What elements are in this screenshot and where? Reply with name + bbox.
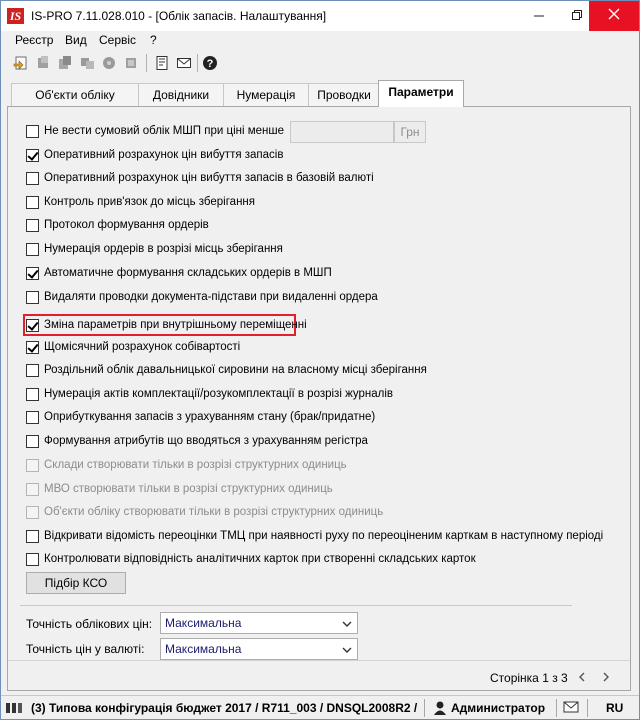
- min-price-input: [290, 121, 394, 143]
- menu-service[interactable]: Сервіс: [99, 33, 137, 47]
- currency-accuracy-value: Максимальна: [165, 642, 242, 656]
- currency-unit: Грн: [394, 121, 426, 143]
- accuracy-label: Точність облікових цін:: [26, 617, 153, 631]
- option-row[interactable]: [26, 409, 375, 425]
- status-separator: [424, 699, 425, 717]
- currency-accuracy-label: Точність цін у валюті:: [26, 642, 145, 656]
- option-row: [26, 457, 347, 473]
- pager-divider: [8, 660, 630, 661]
- chevron-down-icon[interactable]: [340, 617, 354, 631]
- option-row[interactable]: [26, 362, 427, 378]
- toolbar-separator: [146, 54, 147, 72]
- status-bar: [1, 695, 639, 719]
- option-row[interactable]: [26, 217, 209, 233]
- option-row[interactable]: [26, 170, 374, 186]
- menu-bar: [1, 31, 639, 49]
- option-label: Видаляти проводки документа-підстави при видаленні ордера: [44, 291, 378, 303]
- page-indicator: Сторінка 1 з 3: [490, 671, 568, 685]
- calculator-icon[interactable]: [152, 53, 172, 73]
- option-label: Відкривати відомість переоцінки ТМЦ при наявності руху по переоціненим карткам в наступному періоді: [44, 530, 604, 542]
- option-row[interactable]: [26, 194, 255, 210]
- title-bar: [1, 1, 639, 31]
- option-row[interactable]: [26, 386, 393, 402]
- option-row[interactable]: [26, 528, 603, 544]
- option-checkbox[interactable]: [26, 388, 39, 401]
- user-icon: [433, 700, 447, 719]
- option-row[interactable]: [26, 147, 283, 163]
- currency-accuracy-select[interactable]: [160, 638, 358, 660]
- divider: [20, 605, 572, 606]
- option-row: [26, 481, 333, 497]
- option-checkbox[interactable]: [26, 125, 39, 138]
- option-checkbox[interactable]: [26, 219, 39, 232]
- option-label: Нумерація актів комплектації/розукомплектації в розрізі журналів: [44, 388, 394, 400]
- accuracy-value: Максимальна: [165, 616, 242, 630]
- bookmark-icon[interactable]: [33, 53, 53, 73]
- toolbar-separator: [197, 54, 198, 72]
- status-config: (3) Типова конфігурація бюджет 2017 / R711_003 / DNSQL2008R2 /: [31, 701, 418, 715]
- option-label: Щомісячний розрахунок собівартості: [44, 341, 241, 353]
- option-row[interactable]: [26, 433, 368, 449]
- menu-help[interactable]: ?: [150, 33, 157, 47]
- tab-strip: [7, 79, 631, 107]
- tab-numbering[interactable]: Нумерація: [223, 83, 309, 107]
- option-checkbox[interactable]: [26, 411, 39, 424]
- option-checkbox: [26, 483, 39, 496]
- option-label: Контролювати відповідність аналітичних карток при створенні складських карток: [44, 553, 476, 565]
- option-row[interactable]: [26, 551, 476, 567]
- next-page-icon[interactable]: [600, 670, 612, 684]
- tab-accounting-objects[interactable]: Об'єкти обліку: [11, 83, 139, 107]
- option-label: Не вести сумовий облік МШП при ціні менше: [44, 125, 285, 137]
- tag-icon[interactable]: [99, 53, 119, 73]
- option-checkbox: [26, 459, 39, 472]
- menu-view[interactable]: Вид: [65, 33, 87, 47]
- chevron-down-icon[interactable]: [340, 643, 354, 657]
- window-title: IS-PRO 7.11.028.010 - [Облік запасів. Налаштування]: [31, 9, 327, 23]
- prev-page-icon[interactable]: [576, 670, 588, 684]
- option-checkbox[interactable]: [26, 196, 39, 209]
- menu-registry[interactable]: Реєстр: [15, 33, 54, 47]
- status-separator: [556, 699, 557, 717]
- tab-postings[interactable]: Проводки: [308, 83, 380, 107]
- option-label: Протокол формування ордерів: [44, 219, 209, 231]
- option-label: Формування атрибутів що вводяться з урахуванням регістра: [44, 435, 368, 447]
- option-row[interactable]: [26, 289, 378, 305]
- status-language: RU: [606, 701, 624, 715]
- option-checkbox[interactable]: [26, 341, 39, 354]
- option-row[interactable]: [26, 339, 240, 355]
- mail-icon[interactable]: [563, 700, 579, 714]
- option-label: МВО створювати тільки в розрізі структурних одиниць: [44, 483, 333, 495]
- option-label: Оперативний розрахунок цін вибуття запасів в базовій валюті: [44, 172, 374, 184]
- option-checkbox: [26, 506, 39, 519]
- option-row[interactable]: [26, 265, 332, 281]
- tab-parameters[interactable]: Параметри: [378, 80, 464, 107]
- option-checkbox[interactable]: [26, 364, 39, 377]
- option-checkbox[interactable]: [26, 267, 39, 280]
- close-icon: [608, 8, 620, 20]
- option-label: Зміна параметрів при внутрішньому переміщенні: [44, 319, 307, 331]
- settings-icon[interactable]: [121, 53, 141, 73]
- parameters-panel: [7, 106, 631, 691]
- tab-directories[interactable]: Довідники: [138, 83, 224, 107]
- option-checkbox[interactable]: [26, 553, 39, 566]
- option-checkbox[interactable]: [26, 243, 39, 256]
- option-checkbox[interactable]: [26, 149, 39, 162]
- app-logo-icon: IS: [7, 8, 24, 24]
- toolbar: [1, 50, 639, 76]
- option-label: Склади створювати тільки в розрізі структурних одиниць: [44, 459, 347, 471]
- option-row: [26, 504, 383, 520]
- option-label: Автоматичне формування складських ордерів в МШП: [44, 267, 332, 279]
- option-label: Об'єкти обліку створювати тільки в розрізі структурних одиниць: [44, 506, 384, 518]
- option-label: Контроль прив'язок до місць зберігання: [44, 196, 255, 208]
- option-label: Нумерація ордерів в розрізі місць зберігання: [44, 243, 283, 255]
- option-checkbox[interactable]: [26, 172, 39, 185]
- option-checkbox[interactable]: [26, 530, 39, 543]
- kso-select-button[interactable]: Підбір КСО: [26, 572, 126, 594]
- help-icon[interactable]: [200, 53, 220, 73]
- option-checkbox[interactable]: [26, 319, 39, 332]
- option-checkbox[interactable]: [26, 291, 39, 304]
- option-row[interactable]: [26, 317, 307, 333]
- new-doc-icon[interactable]: [11, 53, 31, 73]
- option-checkbox[interactable]: [26, 435, 39, 448]
- option-label: Роздільний облік давальницької сировини на власному місці зберігання: [44, 364, 427, 376]
- accuracy-select[interactable]: [160, 612, 358, 634]
- status-user: Администратор: [451, 701, 546, 715]
- close-button[interactable]: [589, 1, 639, 31]
- minimize-button[interactable]: [519, 1, 559, 31]
- minimize-icon: [533, 9, 545, 21]
- restore-icon: [571, 9, 583, 21]
- option-label: Оперативний розрахунок цін вибуття запасів: [44, 149, 284, 161]
- option-row[interactable]: [26, 123, 284, 139]
- status-separator: [587, 699, 588, 717]
- mail-icon[interactable]: [174, 53, 194, 73]
- status-db-icon: [5, 700, 25, 716]
- option-row[interactable]: [26, 241, 283, 257]
- svg-text:?: ?: [206, 58, 214, 70]
- paste-icon[interactable]: [77, 53, 97, 73]
- option-label: Оприбуткування запасів з урахуванням стану (брак/придатне): [44, 411, 376, 423]
- copy-icon[interactable]: [55, 53, 75, 73]
